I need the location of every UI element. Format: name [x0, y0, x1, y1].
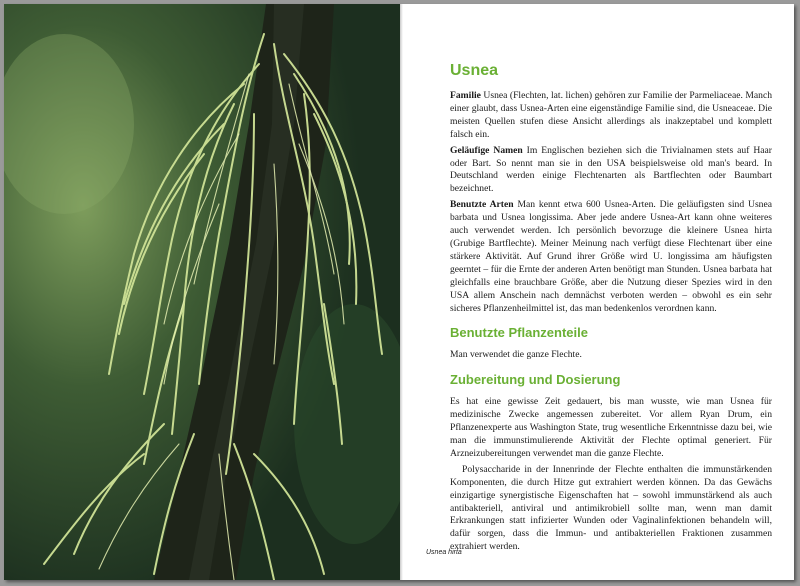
text-page [403, 4, 794, 580]
family-lead: Familie [450, 90, 481, 101]
preparation-paragraph-2: Polysaccharide in der Innenrinde der Flechte enthalten die immunstärkenden Komponenten, die durch Hitze gut extrahiert werden können. Da das Gewächs einzigartige synergistische Eigenschaften hat – sowohl immunstärkend als auch antibakteriell, antiviral und antimikrobiell sollte man, wenn man damit Erkrankungen statt infizierter Wunden oder Vaginalinfektionen behandeln will, dafür sorgen, dass die Immun- und antibakteriellen Fraktionen zusammen extrahiert werden. [450, 463, 772, 553]
preparation-paragraph-1: Es hat eine gewisse Zeit gedauert, bis man wusste, wie man Usnea für medizinische Zwecke angemessen zubereitet. Vor allem Ryan Drum, ein Pflanzenexperte aus Washington State, trug wesentliche Erkenntnisse dazu bei, wie man die immunstimulierende Aktivität der Flechte optimal generiert. Für Arzneizubereitungen verwendet man die ganze Flechte. [450, 396, 772, 459]
preparation-heading: Zubereitung und Dosierung [450, 372, 621, 388]
family-paragraph [450, 90, 772, 142]
names-text: Im Englischen beziehen sich die Trivialnamen stets auf Haar oder Bart. So nennt man sie in den USA beispielsweise old man's beard. In Deutschland werden einige Flechtenarten als Bartflechten oder Baumbart bezeichnet. [450, 144, 772, 195]
photo-caption: Usnea hirta [426, 549, 462, 556]
family-text: Usnea (Flechten, lat. lichen) gehören zur Familie der Parmeliaceae. Manch einer glaubt, dass Usnea-Arten eine eigenständige Familie sind, die Usneaceae. Die meisten Quellen stufen diese Ansicht allerdings als inakzeptabel und komplett falsch ein. [450, 90, 772, 140]
plant-parts-text: Man verwendet die ganze Flechte. [450, 349, 582, 361]
book-spread [4, 4, 794, 580]
names-lead: Geläufige Namen [450, 144, 523, 156]
names-paragraph [450, 145, 772, 197]
article-column [450, 62, 772, 557]
species-text: Man kennt etwa 600 Usnea-Arten. Die geläufigsten sind Usnea barbata und Usnea longissima. Aber jede andere Usnea-Art kann ohne weiteres auch verwendet werden. Ich persönlich bevorzuge die kleinere Usnea hirta (Grubige Bartflechte). Meiner Meinung nach verfügt diese Flechtenart über eine stärkere Aktivität. Auf Grund ihrer Größe wird U. longissima am häufigsten geerntet – für die Ernte der anderen Arten benötigt man Stunden. Usnea barbata hat gleichfalls eine brauchbare Größe, aber die Nutzung dieser Spezies wird in den USA allem Anschein nach demnächst verboten werden – obwohl es ein sehr sicheres Pflanzenheilmittel ist, das man bedenkenlos verordnen kann. [450, 199, 772, 314]
lichen-illustration [4, 4, 400, 580]
usnea-photo [4, 4, 400, 580]
page-title: Usnea [450, 62, 499, 79]
species-paragraph [450, 199, 772, 315]
plant-parts-heading: Benutzte Pflanzenteile [450, 325, 588, 341]
species-lead: Benutzte Arten [450, 199, 514, 211]
